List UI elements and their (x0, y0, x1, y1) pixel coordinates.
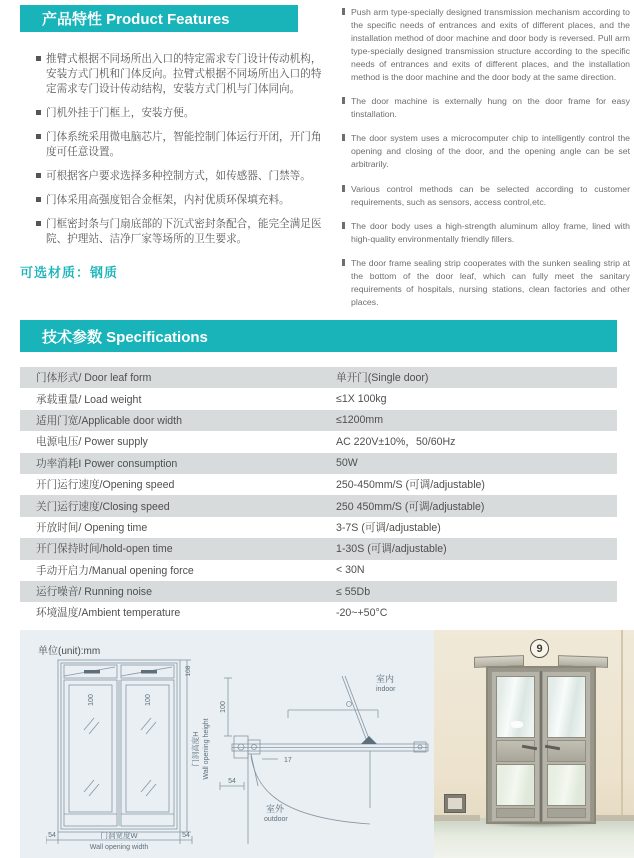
table-row (20, 474, 617, 495)
spec-value: ≤ 55Db (336, 585, 371, 598)
specifications-title: 技术参数 Specifications (42, 328, 208, 346)
table-row (20, 581, 617, 602)
list-item (342, 95, 630, 121)
dim-54: 54 (228, 778, 236, 785)
spec-label: 功率消耗I Power consumption (36, 457, 178, 470)
photo-door-leaves (491, 671, 591, 822)
specifications-header (20, 320, 617, 352)
door-mid-rail (547, 740, 586, 762)
interior-washbasin (511, 721, 523, 728)
spec-value: < 30N (336, 564, 365, 577)
spec-value: 单开门(Single door) (336, 372, 429, 385)
list-item (36, 52, 328, 97)
list-item (36, 193, 328, 208)
door-glass-top (496, 676, 535, 738)
spec-label: 环境温度/Ambient temperature (36, 607, 181, 620)
feature-text: 门体系统采用微电脑芯片，智能控制门体运行开闭，开门角度可任意设置。 (46, 131, 322, 159)
features-english-column (342, 6, 630, 320)
dim-108: 108 (185, 665, 192, 677)
bullet-icon (36, 134, 41, 139)
spec-table (20, 367, 617, 624)
list-item (342, 132, 630, 171)
list-item (36, 106, 328, 121)
spec-value: ≤1X 100kg (336, 393, 387, 406)
dim-54-left: 54 (48, 832, 56, 839)
door-mid-rail (496, 740, 535, 762)
list-item (342, 220, 630, 246)
table-row (20, 431, 617, 452)
outdoor-label-cn: 室外 (266, 804, 285, 814)
plan-view-drawing (218, 658, 438, 854)
feature-text: The door body uses a high-strength aluminum alloy frame, lined with high-quality environmentally friendly fillers. (351, 220, 630, 244)
dim-100: 100 (220, 701, 227, 713)
list-item (36, 130, 328, 160)
table-row (20, 560, 617, 581)
bullet-icon (36, 110, 41, 115)
feature-text: 门体采用高强度铝合金框架，内衬优质环保填充料。 (46, 194, 290, 207)
table-row (20, 602, 617, 623)
spec-label: 开门运行速度/Opening speed (36, 479, 175, 492)
door-leaf-left (491, 671, 540, 822)
bullet-icon (342, 222, 345, 229)
spec-value: ≤1200mm (336, 414, 384, 427)
material-note: 可选材质：钢质 (20, 265, 119, 280)
door-glass-top (547, 676, 586, 738)
feature-text: The door machine is externally hung on the door frame for easy tinstallation. (351, 96, 630, 120)
list-item (342, 257, 630, 309)
spec-value: 250-450mm/S (可调/adjustable) (336, 479, 485, 492)
diagram-panel (20, 630, 634, 858)
product-features-header (20, 5, 298, 32)
photo-skirting-left (434, 815, 480, 821)
door-kick-panel (547, 808, 586, 818)
feature-text: Push arm type-specially designed transmission mechanism according to the specific needs of entrances and exits of different places, and the installation method of door machine and door body is reversed. Pull arm type-specially designed transmission structure according to the specific needs of entrances and exits of different places, and the installation method is the door machine and the door body at the same direction. (351, 7, 630, 83)
spec-value: 250 450mm/S (可调/adjustable) (336, 500, 485, 513)
bullet-icon (342, 8, 345, 15)
door-leaf-right (542, 671, 591, 822)
bullet-icon (342, 185, 345, 192)
table-row (20, 367, 617, 388)
table-row (20, 388, 617, 409)
spec-value: AC 220V±10%，50/60Hz (336, 436, 456, 449)
spec-label: 手动开启力/Manual opening force (36, 564, 194, 577)
feature-text: 推臂式根据不同场所出入口的特定需求专门设计传动机构，安装方式门机和门体反向。拉臂式根据不同场所出入口的特定需求专门设计传动结构，安装方式门机与门体同向。 (46, 53, 322, 96)
table-row (20, 538, 617, 559)
dim-17: 17 (284, 757, 292, 764)
door-glass-bottom (496, 764, 535, 806)
dim-100-left: 100 (88, 694, 95, 706)
feature-text: The door system uses a microcomputer chip to intelligently control the opening and closing of the door, and the opening angle can be set arbitrarily. (351, 133, 630, 170)
bullet-icon (342, 134, 345, 141)
spec-label: 开门保持时间/hold-open time (36, 543, 173, 556)
bullet-icon (342, 259, 345, 266)
spec-label: 运行噪音/ Running noise (36, 586, 152, 599)
wall-switch-box (444, 794, 466, 813)
product-photo (434, 630, 634, 858)
table-row (20, 453, 617, 474)
indoor-label-cn: 室内 (376, 674, 395, 684)
product-features-title: 产品特性 Product Features (42, 11, 230, 28)
list-item (342, 6, 630, 84)
spec-label: 电源电压/ Power supply (36, 436, 148, 449)
feature-text: The door frame sealing strip cooperates with the sunken sealing strip at the bottom of the door leaf, which can fully meet the sanitary requirements of hospitals, nursing stations, clean factories and other places. (351, 257, 630, 307)
list-item (36, 169, 328, 184)
bullet-icon (342, 97, 345, 104)
badge-number: 9 (536, 642, 543, 655)
feature-text: 门机外挂于门框上，安装方便。 (46, 107, 195, 120)
spec-value: 1-30S (可调/adjustable) (336, 543, 447, 556)
dim-54-right: 54 (182, 832, 190, 839)
list-item (342, 183, 630, 209)
feature-text: Various control methods can be selected according to customer requirements, such as sensors, access control,etc. (351, 183, 630, 207)
spec-label: 适用门宽/Applicable door width (36, 414, 183, 427)
dim-100-right: 100 (145, 694, 152, 706)
feature-text: 可根据客户要求选择多种控制方式，如传感器、门禁等。 (46, 170, 311, 183)
height-label-en: Wall opening height (203, 718, 210, 780)
photo-skirting-right (594, 815, 634, 821)
bullet-icon (36, 197, 41, 202)
spec-value: 50W (336, 457, 358, 470)
spec-label: 开放时间/ Opening time (36, 521, 148, 534)
door-glass-bottom (547, 764, 586, 806)
spec-value: -20~+50°C (336, 606, 388, 619)
list-item (36, 217, 328, 247)
table-row (20, 410, 617, 431)
feature-text: 门框密封条与门扇底部的下沉式密封条配合，能完全满足医院、护理站、洁净厂家等场所的卫生要求。 (46, 218, 322, 246)
unit-label: 单位(unit):mm (38, 646, 101, 657)
features-chinese-column (36, 52, 328, 256)
table-row (20, 517, 617, 538)
front-view-drawing (46, 654, 218, 856)
width-label-en: Wall opening width (89, 844, 149, 851)
bullet-icon (36, 221, 41, 226)
door-kick-panel (496, 808, 535, 818)
photo-wall-corner (621, 630, 623, 820)
bullet-icon (36, 173, 41, 178)
bullet-icon (36, 56, 41, 61)
width-label-cn: 门洞宽度W (100, 831, 138, 840)
height-label-cn: 门洞高度H (191, 731, 200, 767)
spec-value: 3-7S (可调/adjustable) (336, 521, 441, 534)
indoor-label-en: indoor (376, 686, 396, 693)
spec-label: 关门运行速度/Closing speed (36, 500, 170, 513)
switch-plate (448, 798, 462, 809)
photo-door-frame (486, 666, 596, 824)
spec-label: 门体形式/ Door leaf form (36, 372, 152, 385)
outdoor-label-en: outdoor (264, 816, 288, 823)
table-row (20, 495, 617, 516)
spec-label: 承载重量/ Load weight (36, 393, 142, 406)
number-badge (530, 639, 549, 658)
